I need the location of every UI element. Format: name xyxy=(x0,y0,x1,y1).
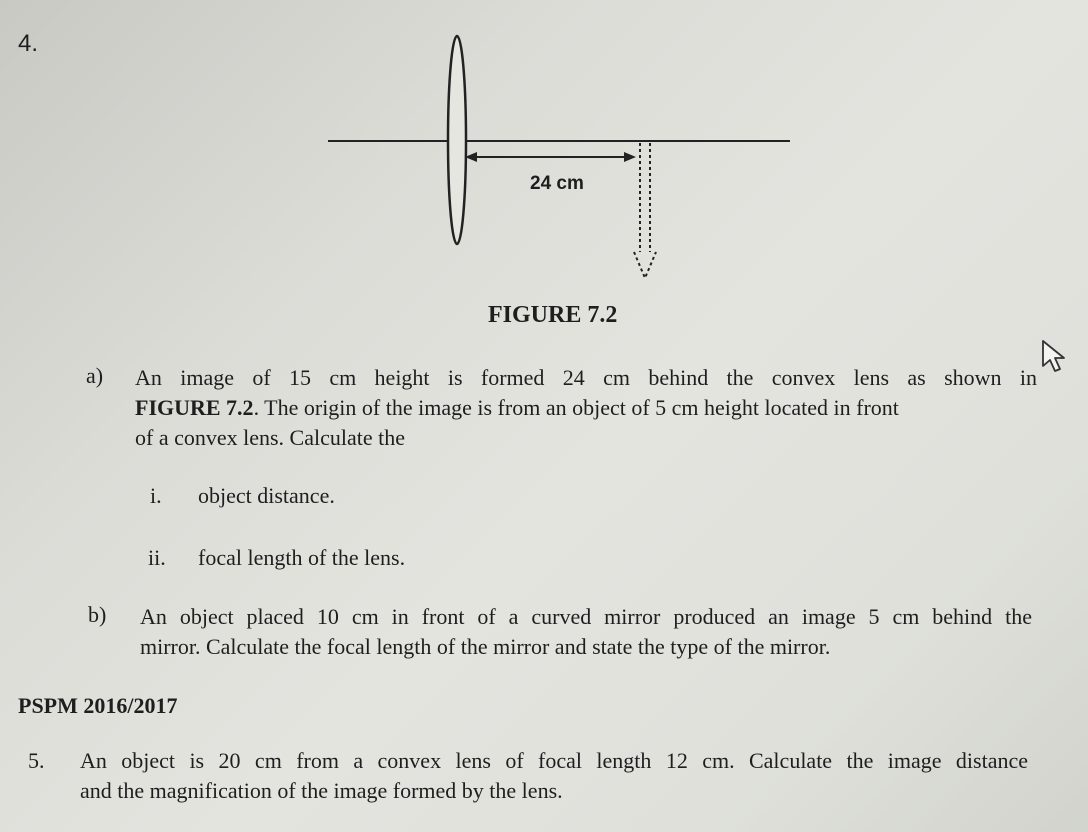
part-b-line-2: mirror. Calculate the focal length of the mirror and state the type of the mirror. xyxy=(140,634,831,659)
question-5-line-1: An object is 20 cm from a convex lens of focal length 12 cm. Calculate the image distance xyxy=(80,748,1028,773)
figure-7-2-diagram xyxy=(300,30,800,290)
distance-arrow-right-head xyxy=(624,152,636,162)
question-5-line-2: and the magnification of the image formed by the lens. xyxy=(80,778,563,803)
figure-caption: FIGURE 7.2 xyxy=(488,302,618,328)
sub-item-marker: i. xyxy=(150,483,162,508)
part-a-line-3: of a convex lens. Calculate the xyxy=(135,425,406,450)
part-a-label: a) xyxy=(86,363,104,388)
part-a-line-1: An image of 15 cm height is formed 24 cm behind the convex lens as shown in xyxy=(135,365,1037,390)
mouse-pointer-icon xyxy=(1040,338,1074,374)
part-b-line-1: An object placed 10 cm in front of a curved mirror produced an image 5 cm behind the xyxy=(140,604,1032,629)
convex-lens xyxy=(448,36,466,244)
part-a-line-2 xyxy=(135,393,1037,423)
figure-reference: FIGURE 7.2 xyxy=(135,395,254,420)
sub-item-text: object distance. xyxy=(198,483,335,508)
sub-item-text: focal length of the lens. xyxy=(198,545,406,570)
image-arrow-head xyxy=(634,252,656,278)
question-number: 4. xyxy=(18,30,39,57)
part-b-label: b) xyxy=(88,602,107,627)
part-a-line-2-text: . The origin of the image is from an object of 5 cm height located in front xyxy=(253,395,899,420)
question-5-number: 5. xyxy=(28,748,45,773)
sub-item-marker: ii. xyxy=(148,545,166,570)
section-heading: PSPM 2016/2017 xyxy=(18,693,178,718)
distance-label: 24 cm xyxy=(530,173,584,194)
